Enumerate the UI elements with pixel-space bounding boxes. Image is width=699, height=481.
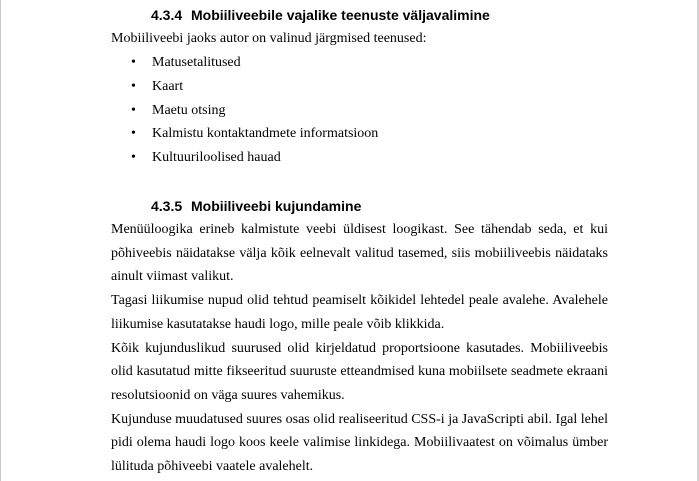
list-item — [131, 75, 378, 99]
paragraph: Kõik kujunduslikud suurused olid kirjeldatud proportsioone kasutades. Mobiiliveebis olid kasutatud mitte fikseeritud suuruste etteandmised kuna mobiilsete seadmete ekraani resolutsioonid on väga suures vahemikus. — [111, 340, 608, 403]
bullet-icon: • — [131, 126, 136, 142]
page-border-left — [0, 0, 1, 481]
bullet-icon: • — [131, 102, 136, 118]
section-number: 4.3.4 — [151, 7, 183, 23]
list-item-text: Kalmistu kontaktandmete informatsioon — [152, 126, 379, 142]
list-item-text: Kaart — [152, 78, 184, 94]
paragraph: Kujunduse muudatused suures osas olid realiseeritud CSS-i ja JavaScripti abil. Igal lehel pidi olema haudi logo koos keele valimise linkidega. Mobiilivaatest on võimalus ümber lülituda põhiveebi vaatele avalehelt. — [111, 411, 608, 475]
bullet-icon: • — [131, 150, 136, 166]
bullet-icon: • — [131, 55, 136, 70]
section-body — [111, 218, 608, 479]
section-heading-4-3-5 — [151, 198, 361, 214]
services-list — [131, 51, 378, 170]
list-item — [131, 146, 378, 170]
list-item-text: Matusetalitused — [152, 55, 241, 70]
paragraph: Tagasi liikumise nupud olid tehtud peamiselt kõikidel lehtedel peale avalehe. Avalehele liikumise kasutatakse haudi logo, mille peale võib klikkida. — [111, 293, 608, 332]
section-title: Mobiiliveebi kujundamine — [191, 198, 362, 214]
section-number: 4.3.5 — [151, 198, 183, 214]
intro-text: Mobiiliveebi jaoks autor on valinud järgmised teenused: — [111, 31, 427, 46]
section-title: Mobiiliveebile vajalike teenuste väljavalimine — [191, 7, 490, 23]
list-item-text: Maetu otsing — [152, 102, 226, 118]
list-item-text: Kultuuriloolised hauad — [152, 150, 281, 166]
list-item — [131, 51, 378, 75]
paragraph: Menüüloogika erineb kalmistute veebi üldisest loogikast. See tähendab seda, et kui põhiveebis näidatakse välja kõik eelnevalt valitud tasemed, siis mobiiliveebis näidataks ainult viimast valikut. — [111, 222, 608, 285]
list-item — [131, 122, 378, 146]
section-heading-4-3-4 — [151, 7, 490, 23]
bullet-icon: • — [131, 78, 136, 94]
list-item — [131, 99, 378, 123]
